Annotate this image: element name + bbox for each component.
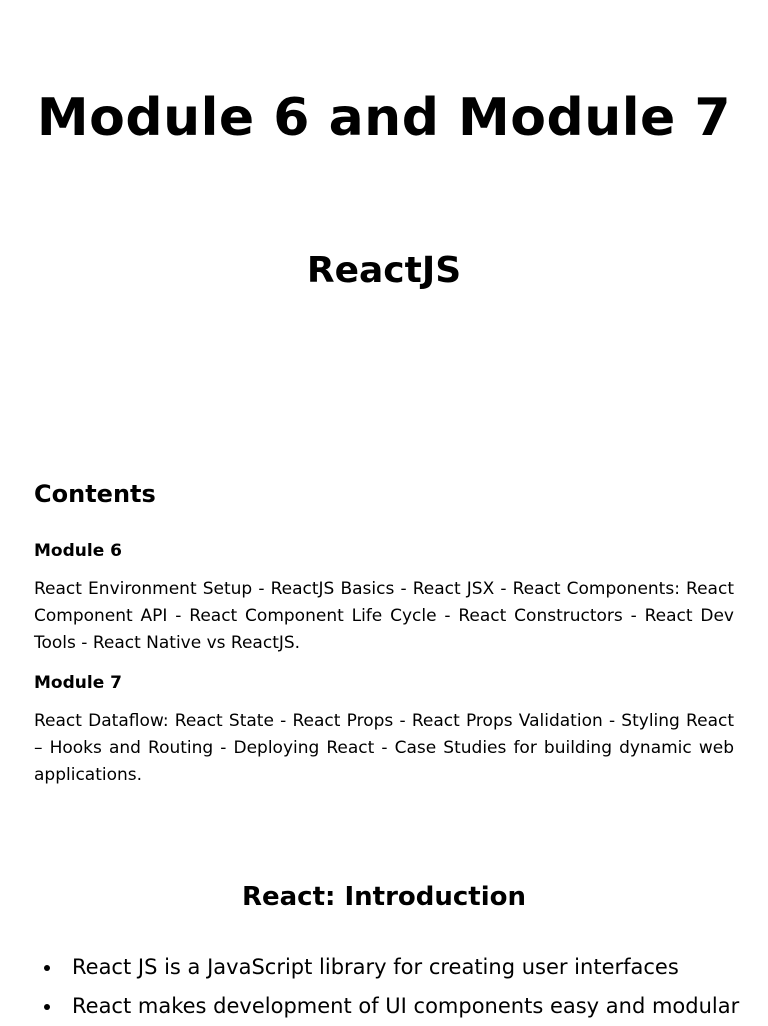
bullet-item	[40, 987, 760, 1026]
page-subtitle: ReactJS	[306, 250, 462, 291]
module-6-heading: Module 6	[34, 541, 122, 561]
bullet-dot-icon	[44, 1004, 50, 1010]
bullet-text: React JS is a JavaScript library for creating user interfaces	[72, 955, 679, 979]
introduction-heading: React: Introduction	[241, 882, 527, 912]
bullet-dot-icon	[44, 965, 50, 971]
contents-heading: Contents	[34, 480, 156, 508]
introduction-bullet-list	[40, 948, 760, 1026]
module-7-description: React Dataflow: React State - React Props - React Props Validation - Styling React – Hooks and Routing - Deploying React - Case Studies for building dynamic web applications.	[34, 711, 734, 785]
module-7-heading: Module 7	[34, 673, 122, 693]
page-title: Module 6 and Module 7	[36, 88, 732, 148]
bullet-text: React makes development of UI components easy and modular	[72, 994, 740, 1018]
bullet-item	[40, 948, 760, 987]
module-6-description: React Environment Setup - ReactJS Basics - React JSX - React Components: React Component API - React Component Life Cycle - React Constructors - React Dev Tools - React Native vs ReactJS.	[34, 579, 734, 653]
